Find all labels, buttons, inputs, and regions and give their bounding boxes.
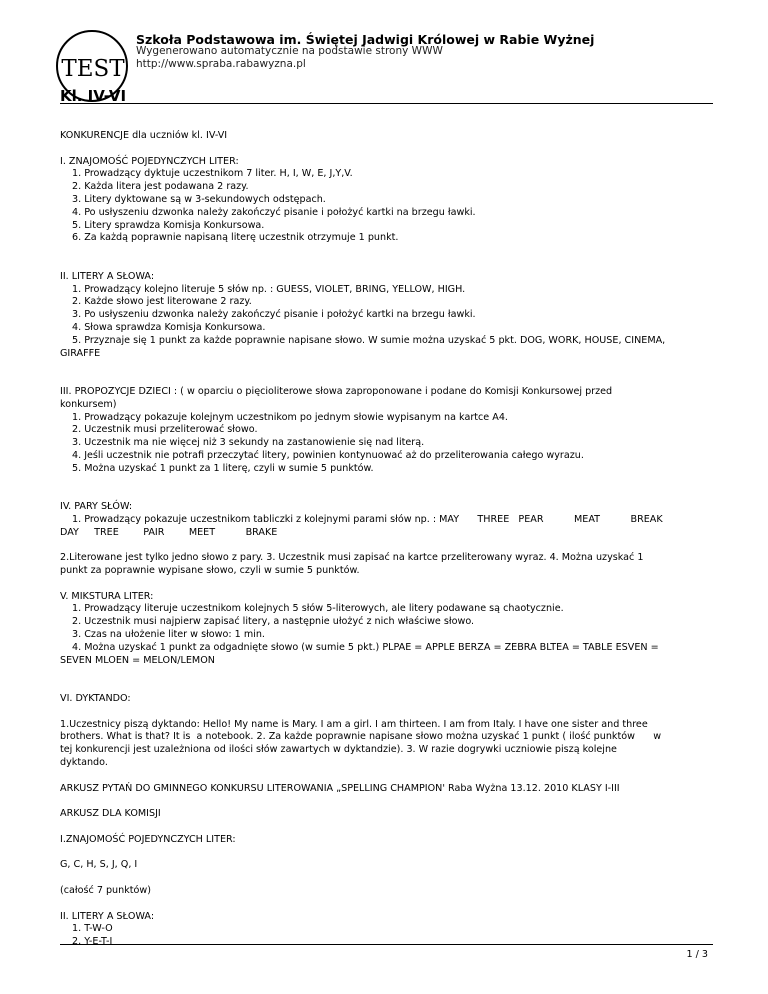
list-item: 4. Jeśli uczestnik nie potrafi przeczytać litery, powinien kontynuować aż do przeliterowania całego wyrazu. (72, 449, 584, 461)
document-title: Kl. IV-VI (60, 87, 127, 105)
word-pairs-line: 1. Prowadzący pokazuje uczestnikom tabliczki z kolejnymi parami słów np. : MAY THREE PEAR MEAT BREAK (72, 513, 663, 525)
document-body (60, 130, 714, 949)
list-item: 5. Można uzyskać 1 punkt za 1 literę, czyli w sumie 5 punktów. (72, 462, 374, 474)
list-item-continuation: SEVEN MLOEN = MELON/LEMON (60, 654, 215, 666)
list-item: 1. T-W-O (72, 923, 113, 935)
list-item: 1. Prowadzący pokazuje kolejnym uczestnikom po jednym słowie wypisanym na kartce A4. (72, 411, 508, 423)
komisja-section-2-title: II. LITERY A SŁOWA: (60, 910, 155, 922)
list-item: 2. Uczestnik musi przeliterować słowo. (72, 424, 258, 436)
paragraph-line: 1.Uczestnicy piszą dyktando: Hello! My name is Mary. I am a girl. I am thirteen. I am from Italy. I have one sister and three (60, 718, 648, 730)
list-item: 1. Prowadzący kolejno literuje 5 słów np. : GUESS, VIOLET, BRING, YELLOW, HIGH. (72, 283, 466, 295)
list-item: 2. Uczestnik musi najpierw zapisać litery, a następnie ułożyć z nich właściwe słowo. (72, 616, 475, 628)
section-2-title: II. LITERY A SŁOWA: (60, 270, 155, 282)
section-1-title: I. ZNAJOMOŚĆ POJEDYNCZYCH LITER: (60, 155, 239, 167)
paragraph-line: punkt za poprawnie wypisane słowo, czyli w sumie 5 punktów. (60, 565, 360, 577)
list-item: 2. Każda litera jest podawana 2 razy. (72, 181, 249, 193)
list-item-continuation: GIRAFFE (60, 347, 101, 359)
word-pairs-line: DAY TREE PAIR MEET BRAKE (60, 526, 278, 538)
generated-note: Wygenerowano automatycznie na podstawie strony WWW (136, 45, 443, 57)
list-item: 1. Prowadzący dyktuje uczestnikom 7 liter. H, I, W, E, J,Y,V. (72, 168, 353, 180)
section-4-title: IV. PARY SŁÓW: (60, 501, 133, 513)
page-number: 1 / 3 (686, 949, 708, 960)
test-logo-text: TEST (61, 56, 125, 82)
list-item: 5. Przyznaje się 1 punkt za każde poprawnie napisane słowo. W sumie można uzyskać 5 pkt. DOG, WORK, HOUSE, CINEMA, (72, 334, 666, 346)
komisja-letters: G, C, H, S, J, Q, I (60, 859, 138, 871)
list-item: 3. Po usłyszeniu dzwonka należy zakończyć pisanie i położyć kartki na brzegu ławki. (72, 309, 476, 321)
section-3-title: III. PROPOZYCJE DZIECI : ( w oparciu o pięcioliterowe słowa zaproponowane i podane do Komisji Konkursowej przed (60, 385, 613, 397)
paragraph-line: dyktando. (60, 757, 108, 769)
list-item: 3. Uczestnik ma nie więcej niż 3 sekundy na zastanowienie się nad literą. (72, 437, 425, 449)
list-item: 2. Każde słowo jest literowane 2 razy. (72, 296, 252, 308)
paragraph-line: brothers. What is that? It is a notebook. 2. Za każde poprawnie napisane słowo można uzyskać 1 punkt ( ilość punktów w (60, 731, 662, 743)
list-item: 4. Można uzyskać 1 punkt za odgadnięte słowo (w sumie 5 pkt.) PLPAE = APPLE BERZA = ZEBRA BLTEA = TABLE ESVEN = (72, 641, 659, 653)
list-item: 2. Y-E-T-I (72, 936, 113, 948)
footer-divider (60, 944, 713, 945)
paragraph-line: 2.Literowane jest tylko jedno słowo z pary. 3. Uczestnik musi zapisać na kartce przeliterowany wyraz. 4. Można uzyskać 1 (60, 552, 644, 564)
komisja-section-1-title: I.ZNAJOMOŚĆ POJEDYNCZYCH LITER: (60, 833, 236, 845)
list-item: 3. Litery dyktowane są w 3-sekundowych odstępach. (72, 193, 326, 205)
intro-line: KONKURENCJE dla uczniów kl. IV-VI (60, 130, 228, 141)
section-6-title: VI. DYKTANDO: (60, 693, 131, 705)
page-header (0, 0, 768, 104)
komisja-total: (całość 7 punktów) (60, 885, 151, 897)
list-item: 4. Po usłyszeniu dzwonka należy zakończyć pisanie i położyć kartki na brzegu ławki. (72, 206, 476, 218)
school-name: Szkoła Podstawowa im. Świętej Jadwigi Królowej w Rabie Wyżnej (136, 32, 595, 47)
list-item: 5. Litery sprawdza Komisja Konkursowa. (72, 219, 265, 231)
header-divider (60, 103, 713, 104)
list-item: 4. Słowa sprawdza Komisja Konkursowa. (72, 321, 266, 333)
list-item: 3. Czas na ułożenie liter w słowo: 1 min. (72, 629, 265, 641)
section-5-title: V. MIKSTURA LITER: (60, 590, 154, 602)
paragraph-line: tej konkurencji jest uzależniona od ilości słów zawartych w dyktandzie). 3. W razie dogrywki uczniowie piszą kolejne (60, 744, 617, 756)
source-url: http://www.spraba.rabawyzna.pl (136, 58, 306, 70)
section-3-title-cont: konkursem) (60, 398, 117, 410)
list-item: 6. Za każdą poprawnie napisaną literę uczestnik otrzymuje 1 punkt. (72, 232, 399, 244)
list-item: 1. Prowadzący literuje uczestnikom kolejnych 5 słów 5-literowych, ale litery podawane są chaotycznie. (72, 603, 564, 615)
arkusz-komisji: ARKUSZ DLA KOMISJI (60, 808, 161, 820)
arkusz-title: ARKUSZ PYTAŃ DO GMINNEGO KONKURSU LITEROWANIA „SPELLING CHAMPION' Raba Wyżna 13.12. 2010 KLASY I-III (60, 782, 620, 794)
